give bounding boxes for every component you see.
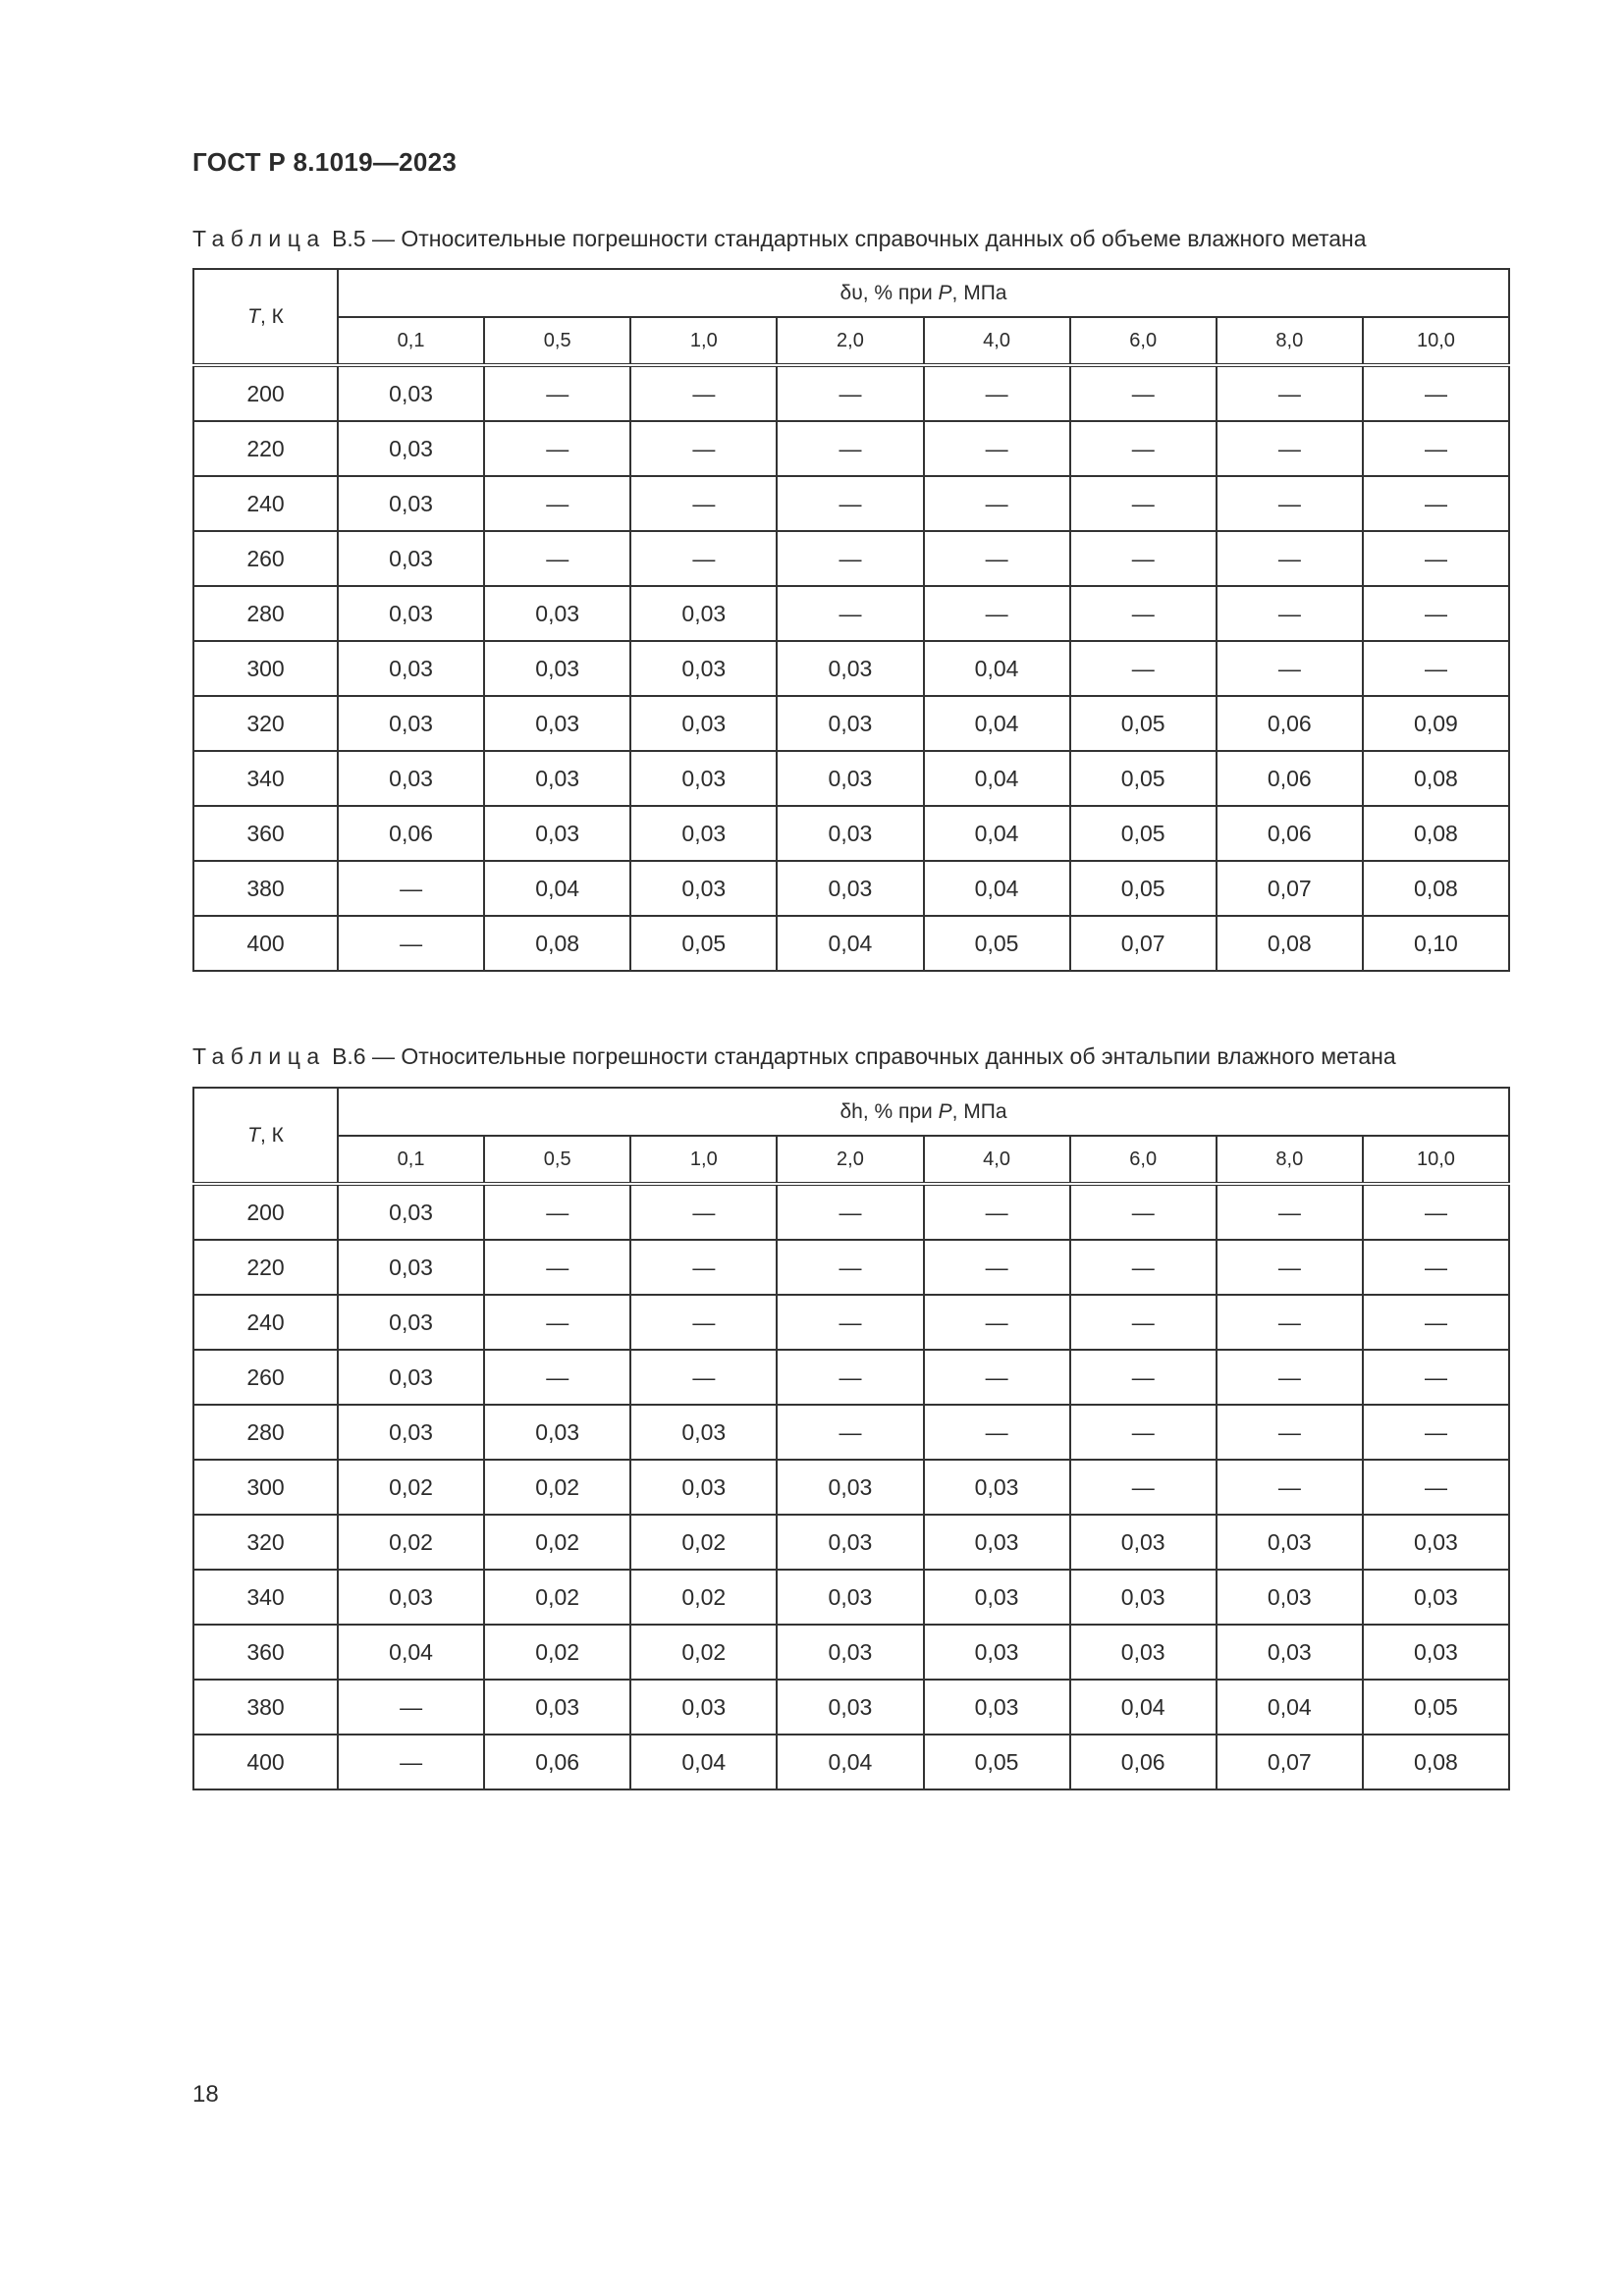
quantity-symbol: δυ xyxy=(839,281,863,304)
value-cell: 0,03 xyxy=(484,641,630,696)
pressure-unit: , МПа xyxy=(951,281,1007,304)
value-cell: — xyxy=(1217,421,1363,476)
temperature-cell: 380 xyxy=(193,861,338,916)
value-cell: 0,03 xyxy=(777,1515,923,1570)
pressure-column-header: 10,0 xyxy=(1363,317,1509,365)
value-cell: 0,04 xyxy=(484,861,630,916)
value-cell: 0,03 xyxy=(1363,1515,1509,1570)
value-cell: 0,05 xyxy=(1070,751,1217,806)
temperature-cell: 300 xyxy=(193,1460,338,1515)
value-cell: — xyxy=(924,1350,1070,1405)
value-cell: 0,03 xyxy=(630,806,777,861)
value-cell: 0,02 xyxy=(338,1515,484,1570)
value-cell: — xyxy=(1070,421,1217,476)
value-cell: 0,04 xyxy=(777,1735,923,1789)
temperature-unit: , К xyxy=(259,304,284,328)
value-cell: 0,03 xyxy=(630,1460,777,1515)
temperature-cell: 200 xyxy=(193,365,338,421)
value-cell: — xyxy=(630,1184,777,1240)
value-cell: — xyxy=(484,365,630,421)
pressure-column-header: 0,1 xyxy=(338,1136,484,1184)
value-cell: — xyxy=(338,861,484,916)
value-cell: 0,02 xyxy=(484,1570,630,1625)
value-cell: 0,08 xyxy=(1363,1735,1509,1789)
value-cell: 0,03 xyxy=(484,696,630,751)
value-cell: — xyxy=(630,421,777,476)
value-cell: — xyxy=(1363,586,1509,641)
temperature-unit: , К xyxy=(259,1123,284,1147)
value-cell: — xyxy=(1070,531,1217,586)
value-cell: — xyxy=(630,531,777,586)
page-number: 18 xyxy=(192,2081,219,2108)
value-cell: 0,07 xyxy=(1217,1735,1363,1789)
value-cell: — xyxy=(1217,1405,1363,1460)
value-cell: 0,03 xyxy=(338,1405,484,1460)
table-row xyxy=(193,1735,1509,1789)
caption-text: В.6 — Относительные погрешности стандартных справочных данных об энтальпии влажного метана xyxy=(325,1043,1396,1069)
value-cell: 0,03 xyxy=(777,1460,923,1515)
value-cell: 0,03 xyxy=(630,1680,777,1735)
table-row xyxy=(193,531,1509,586)
value-cell: 0,04 xyxy=(1217,1680,1363,1735)
value-cell: 0,03 xyxy=(1070,1570,1217,1625)
value-cell: 0,06 xyxy=(338,806,484,861)
quantity-header xyxy=(338,1088,1509,1136)
value-cell: — xyxy=(1070,476,1217,531)
quantity-mid: , % при xyxy=(862,1099,939,1123)
temperature-cell: 340 xyxy=(193,1570,338,1625)
value-cell: — xyxy=(924,421,1070,476)
value-cell: — xyxy=(1363,1350,1509,1405)
value-cell: — xyxy=(924,586,1070,641)
temperature-cell: 360 xyxy=(193,806,338,861)
value-cell: — xyxy=(630,1350,777,1405)
value-cell: — xyxy=(777,365,923,421)
value-cell: — xyxy=(924,1295,1070,1350)
table-row xyxy=(193,696,1509,751)
value-cell: — xyxy=(630,476,777,531)
value-cell: 0,04 xyxy=(924,751,1070,806)
pressure-column-header: 6,0 xyxy=(1070,317,1217,365)
pressure-column-header: 2,0 xyxy=(777,317,923,365)
value-cell: 0,03 xyxy=(338,1184,484,1240)
value-cell: 0,03 xyxy=(630,751,777,806)
value-cell: 0,03 xyxy=(924,1680,1070,1735)
table-row xyxy=(193,421,1509,476)
quantity-header xyxy=(338,269,1509,317)
value-cell: 0,04 xyxy=(1070,1680,1217,1735)
value-cell: — xyxy=(1070,1240,1217,1295)
table-row xyxy=(193,1515,1509,1570)
value-cell: — xyxy=(484,421,630,476)
pressure-column-header: 8,0 xyxy=(1217,1136,1363,1184)
value-cell: 0,05 xyxy=(1070,696,1217,751)
value-cell: 0,03 xyxy=(338,641,484,696)
quantity-mid: , % при xyxy=(862,281,939,304)
table-row xyxy=(193,916,1509,971)
value-cell: — xyxy=(1217,1460,1363,1515)
value-cell: — xyxy=(484,531,630,586)
value-cell: 0,03 xyxy=(630,861,777,916)
table-row xyxy=(193,1460,1509,1515)
value-cell: 0,03 xyxy=(338,1570,484,1625)
value-cell: 0,08 xyxy=(484,916,630,971)
value-cell: 0,04 xyxy=(924,861,1070,916)
value-cell: 0,03 xyxy=(777,641,923,696)
table-b5 xyxy=(192,268,1510,972)
temperature-cell: 380 xyxy=(193,1680,338,1735)
value-cell: 0,02 xyxy=(630,1515,777,1570)
value-cell: — xyxy=(1363,531,1509,586)
table-row xyxy=(193,365,1509,421)
value-cell: 0,03 xyxy=(924,1460,1070,1515)
value-cell: 0,03 xyxy=(630,586,777,641)
value-cell: 0,03 xyxy=(924,1515,1070,1570)
value-cell: 0,03 xyxy=(924,1570,1070,1625)
temperature-header xyxy=(193,1088,338,1184)
value-cell: 0,05 xyxy=(1070,806,1217,861)
pressure-column-header: 2,0 xyxy=(777,1136,923,1184)
value-cell: 0,03 xyxy=(338,751,484,806)
value-cell: — xyxy=(777,1405,923,1460)
value-cell: 0,06 xyxy=(1070,1735,1217,1789)
value-cell: — xyxy=(924,476,1070,531)
value-cell: — xyxy=(924,531,1070,586)
temperature-cell: 240 xyxy=(193,476,338,531)
value-cell: — xyxy=(924,1405,1070,1460)
value-cell: — xyxy=(630,365,777,421)
value-cell: 0,03 xyxy=(338,1350,484,1405)
pressure-column-header: 0,5 xyxy=(484,1136,630,1184)
value-cell: 0,03 xyxy=(1363,1625,1509,1680)
temperature-cell: 340 xyxy=(193,751,338,806)
temperature-cell: 200 xyxy=(193,1184,338,1240)
value-cell: 0,04 xyxy=(630,1735,777,1789)
value-cell: 0,03 xyxy=(484,1680,630,1735)
value-cell: — xyxy=(1070,365,1217,421)
table-row xyxy=(193,1405,1509,1460)
table-b5-caption xyxy=(192,226,1367,252)
value-cell: — xyxy=(777,1295,923,1350)
value-cell: 0,03 xyxy=(777,1570,923,1625)
value-cell: — xyxy=(1363,421,1509,476)
value-cell: — xyxy=(1217,476,1363,531)
value-cell: 0,04 xyxy=(338,1625,484,1680)
pressure-symbol: P xyxy=(938,281,952,304)
value-cell: — xyxy=(924,365,1070,421)
pressure-column-header: 8,0 xyxy=(1217,317,1363,365)
quantity-symbol: δh xyxy=(839,1099,863,1123)
value-cell: 0,04 xyxy=(924,696,1070,751)
value-cell: 0,03 xyxy=(338,531,484,586)
value-cell: 0,02 xyxy=(630,1570,777,1625)
value-cell: — xyxy=(338,916,484,971)
value-cell: 0,02 xyxy=(484,1460,630,1515)
value-cell: — xyxy=(1217,1184,1363,1240)
value-cell: — xyxy=(1217,641,1363,696)
value-cell: 0,10 xyxy=(1363,916,1509,971)
temperature-cell: 320 xyxy=(193,696,338,751)
value-cell: — xyxy=(1217,531,1363,586)
value-cell: 0,05 xyxy=(924,1735,1070,1789)
pressure-column-header: 0,5 xyxy=(484,317,630,365)
value-cell: 0,08 xyxy=(1363,751,1509,806)
value-cell: 0,04 xyxy=(924,641,1070,696)
table-row xyxy=(193,861,1509,916)
value-cell: 0,06 xyxy=(484,1735,630,1789)
value-cell: 0,07 xyxy=(1070,916,1217,971)
caption-word: Таблица xyxy=(192,1043,326,1069)
value-cell: 0,05 xyxy=(1363,1680,1509,1735)
table-b6-caption xyxy=(192,1043,1396,1070)
pressure-column-header: 1,0 xyxy=(630,317,777,365)
value-cell: 0,03 xyxy=(338,1240,484,1295)
pressure-symbol: P xyxy=(938,1099,952,1123)
caption-text: В.5 — Относительные погрешности стандартных справочных данных об объеме влажного метана xyxy=(325,226,1367,251)
value-cell: — xyxy=(338,1680,484,1735)
value-cell: — xyxy=(1070,1460,1217,1515)
value-cell: — xyxy=(777,1184,923,1240)
value-cell: 0,08 xyxy=(1363,806,1509,861)
value-cell: — xyxy=(1070,1184,1217,1240)
temperature-cell: 400 xyxy=(193,916,338,971)
value-cell: — xyxy=(777,531,923,586)
value-cell: 0,03 xyxy=(484,751,630,806)
temperature-cell: 260 xyxy=(193,531,338,586)
pressure-unit: , МПа xyxy=(951,1099,1007,1123)
value-cell: — xyxy=(484,1240,630,1295)
value-cell: — xyxy=(484,1350,630,1405)
value-cell: 0,03 xyxy=(777,861,923,916)
temperature-symbol: T xyxy=(247,304,260,328)
temperature-cell: 300 xyxy=(193,641,338,696)
table-row xyxy=(193,586,1509,641)
value-cell: — xyxy=(777,1350,923,1405)
table-row xyxy=(193,1350,1509,1405)
value-cell: — xyxy=(1217,1295,1363,1350)
value-cell: — xyxy=(1363,1240,1509,1295)
value-cell: — xyxy=(630,1295,777,1350)
pressure-column-header: 4,0 xyxy=(924,317,1070,365)
table-row xyxy=(193,1240,1509,1295)
pressure-column-header: 0,1 xyxy=(338,317,484,365)
value-cell: — xyxy=(1070,1295,1217,1350)
value-cell: — xyxy=(1363,1184,1509,1240)
table-row xyxy=(193,641,1509,696)
value-cell: — xyxy=(1217,365,1363,421)
value-cell: — xyxy=(1070,641,1217,696)
table-row xyxy=(193,476,1509,531)
value-cell: 0,04 xyxy=(777,916,923,971)
value-cell: 0,05 xyxy=(1070,861,1217,916)
value-cell: — xyxy=(338,1735,484,1789)
table-row xyxy=(193,1625,1509,1680)
value-cell: 0,03 xyxy=(1217,1515,1363,1570)
value-cell: — xyxy=(777,586,923,641)
value-cell: 0,03 xyxy=(777,696,923,751)
value-cell: — xyxy=(1363,1405,1509,1460)
value-cell: 0,06 xyxy=(1217,806,1363,861)
value-cell: 0,03 xyxy=(338,586,484,641)
value-cell: 0,03 xyxy=(924,1625,1070,1680)
pressure-column-header: 1,0 xyxy=(630,1136,777,1184)
value-cell: 0,03 xyxy=(630,1405,777,1460)
caption-word: Таблица xyxy=(192,226,326,251)
value-cell: 0,03 xyxy=(777,806,923,861)
table-row xyxy=(193,1680,1509,1735)
value-cell: 0,06 xyxy=(1217,751,1363,806)
value-cell: — xyxy=(630,1240,777,1295)
value-cell: 0,05 xyxy=(924,916,1070,971)
value-cell: — xyxy=(484,1295,630,1350)
temperature-cell: 260 xyxy=(193,1350,338,1405)
value-cell: 0,02 xyxy=(630,1625,777,1680)
value-cell: 0,03 xyxy=(338,421,484,476)
value-cell: 0,03 xyxy=(338,1295,484,1350)
value-cell: 0,03 xyxy=(338,476,484,531)
value-cell: — xyxy=(1070,1405,1217,1460)
table-row xyxy=(193,751,1509,806)
value-cell: — xyxy=(1363,1295,1509,1350)
temperature-cell: 400 xyxy=(193,1735,338,1789)
value-cell: 0,03 xyxy=(1363,1570,1509,1625)
temperature-cell: 240 xyxy=(193,1295,338,1350)
value-cell: 0,03 xyxy=(338,365,484,421)
value-cell: 0,09 xyxy=(1363,696,1509,751)
temperature-cell: 220 xyxy=(193,1240,338,1295)
value-cell: — xyxy=(484,476,630,531)
document-title: ГОСТ Р 8.1019—2023 xyxy=(192,147,458,177)
value-cell: 0,03 xyxy=(484,1405,630,1460)
value-cell: 0,03 xyxy=(484,806,630,861)
value-cell: 0,06 xyxy=(1217,696,1363,751)
table-row xyxy=(193,1184,1509,1240)
value-cell: — xyxy=(1363,641,1509,696)
table-row xyxy=(193,1295,1509,1350)
table-row xyxy=(193,1570,1509,1625)
value-cell: 0,02 xyxy=(484,1515,630,1570)
value-cell: — xyxy=(1217,1350,1363,1405)
temperature-symbol: T xyxy=(247,1123,260,1147)
value-cell: — xyxy=(1070,1350,1217,1405)
value-cell: — xyxy=(924,1184,1070,1240)
value-cell: 0,03 xyxy=(777,1625,923,1680)
value-cell: — xyxy=(484,1184,630,1240)
pressure-column-header: 6,0 xyxy=(1070,1136,1217,1184)
value-cell: 0,07 xyxy=(1217,861,1363,916)
value-cell: — xyxy=(924,1240,1070,1295)
value-cell: 0,05 xyxy=(630,916,777,971)
value-cell: 0,04 xyxy=(924,806,1070,861)
value-cell: 0,03 xyxy=(777,1680,923,1735)
value-cell: — xyxy=(777,1240,923,1295)
value-cell: 0,03 xyxy=(630,696,777,751)
value-cell: 0,03 xyxy=(1217,1625,1363,1680)
temperature-header xyxy=(193,269,338,365)
temperature-cell: 320 xyxy=(193,1515,338,1570)
pressure-column-header: 10,0 xyxy=(1363,1136,1509,1184)
temperature-cell: 280 xyxy=(193,1405,338,1460)
table-row xyxy=(193,806,1509,861)
value-cell: — xyxy=(1363,365,1509,421)
value-cell: 0,03 xyxy=(1217,1570,1363,1625)
value-cell: 0,03 xyxy=(338,696,484,751)
temperature-cell: 220 xyxy=(193,421,338,476)
value-cell: 0,08 xyxy=(1217,916,1363,971)
value-cell: — xyxy=(1070,586,1217,641)
value-cell: 0,03 xyxy=(1070,1515,1217,1570)
table-b6 xyxy=(192,1087,1510,1790)
value-cell: 0,03 xyxy=(484,586,630,641)
value-cell: — xyxy=(1217,1240,1363,1295)
value-cell: 0,08 xyxy=(1363,861,1509,916)
value-cell: — xyxy=(777,421,923,476)
value-cell: — xyxy=(1217,586,1363,641)
pressure-column-header: 4,0 xyxy=(924,1136,1070,1184)
value-cell: 0,03 xyxy=(1070,1625,1217,1680)
temperature-cell: 360 xyxy=(193,1625,338,1680)
value-cell: — xyxy=(777,476,923,531)
value-cell: 0,02 xyxy=(484,1625,630,1680)
temperature-cell: 280 xyxy=(193,586,338,641)
value-cell: — xyxy=(1363,1460,1509,1515)
value-cell: — xyxy=(1363,476,1509,531)
value-cell: 0,02 xyxy=(338,1460,484,1515)
value-cell: 0,03 xyxy=(777,751,923,806)
value-cell: 0,03 xyxy=(630,641,777,696)
